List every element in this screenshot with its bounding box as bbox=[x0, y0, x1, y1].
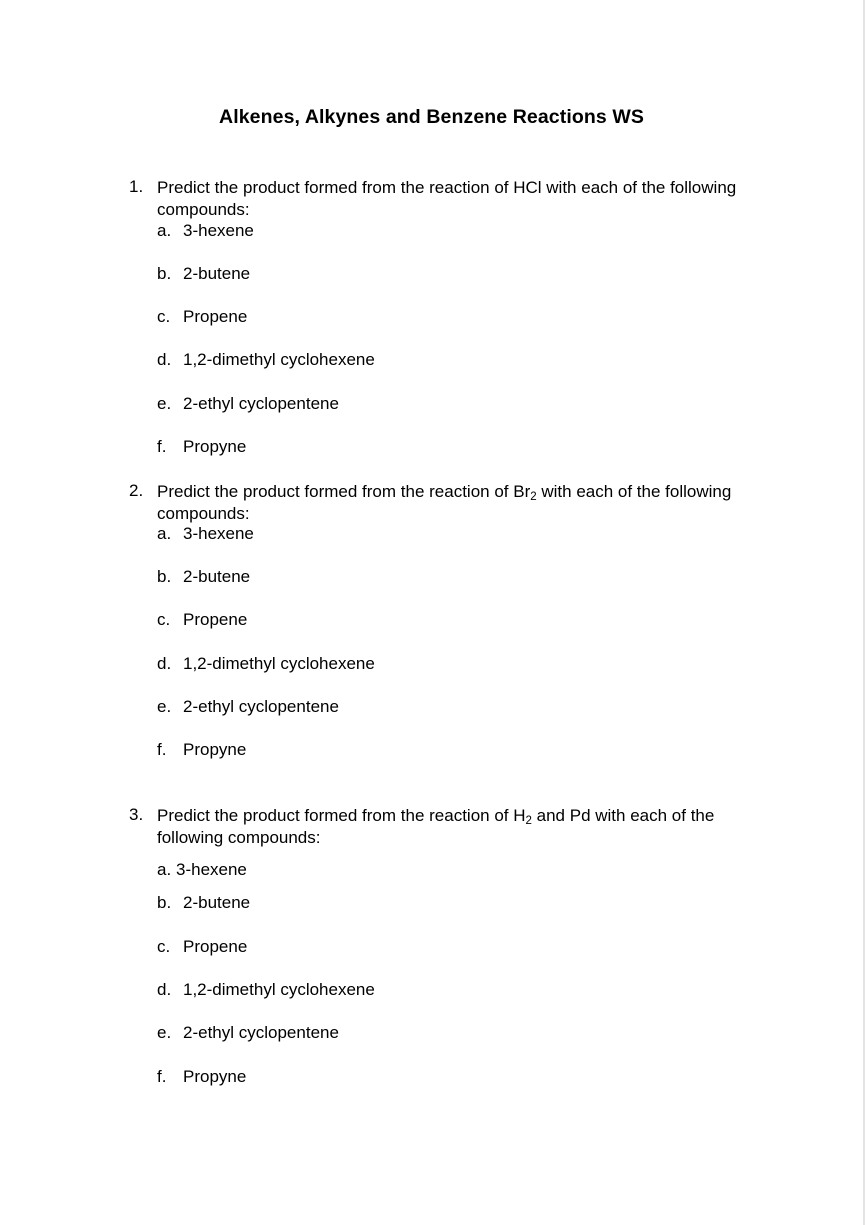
item-label: 1,2-dimethyl cyclohexene bbox=[183, 980, 375, 999]
item-label: Propene bbox=[183, 610, 248, 629]
subscript-2: 2 bbox=[530, 491, 537, 503]
item-letter: c. bbox=[157, 307, 171, 326]
item-label: 3-hexene bbox=[183, 524, 254, 543]
item-label: 2-butene bbox=[183, 567, 251, 586]
item-letter: a. bbox=[157, 221, 172, 240]
subscript-2: 2 bbox=[525, 815, 532, 827]
item-letter: b. bbox=[157, 893, 172, 912]
question-2-item-b bbox=[157, 567, 250, 587]
question-3-item-d bbox=[157, 980, 375, 1000]
question-2-text-start: Predict the product formed from the reaction of Br bbox=[157, 482, 531, 501]
item-label: Propene bbox=[183, 307, 248, 326]
item-label: Propyne bbox=[183, 437, 247, 456]
item-letter: f. bbox=[157, 437, 167, 456]
item-letter: c. bbox=[157, 937, 171, 956]
item-letter: b. bbox=[157, 264, 172, 283]
question-3-item-e bbox=[157, 1023, 339, 1043]
item-label: 2-butene bbox=[183, 264, 251, 283]
question-2-item-c bbox=[157, 610, 247, 630]
item-letter: a. bbox=[157, 524, 172, 543]
question-1-item-c bbox=[157, 307, 247, 327]
question-2-prompt bbox=[157, 481, 767, 524]
question-3-item-c bbox=[157, 937, 247, 957]
item-letter: c. bbox=[157, 610, 171, 629]
question-1-prompt bbox=[157, 177, 767, 220]
item-letter: d. bbox=[157, 654, 172, 673]
item-letter: e. bbox=[157, 697, 172, 716]
question-1-item-f bbox=[157, 437, 246, 457]
item-label: 1,2-dimethyl cyclohexene bbox=[183, 654, 375, 673]
question-2-text-end: with each of the following compounds: bbox=[157, 482, 732, 523]
item-letter: a. bbox=[157, 860, 172, 879]
question-1-item-d bbox=[157, 350, 375, 370]
item-label: 3-hexene bbox=[183, 221, 254, 240]
question-3-prompt bbox=[157, 805, 757, 848]
item-letter: d. bbox=[157, 350, 172, 369]
question-1-item-b bbox=[157, 264, 250, 284]
question-2-item-e bbox=[157, 697, 339, 717]
item-label: 2-ethyl cyclopentene bbox=[183, 1023, 339, 1042]
item-letter: e. bbox=[157, 1023, 172, 1042]
question-2-item-a bbox=[157, 524, 254, 544]
item-letter: b. bbox=[157, 567, 172, 586]
item-label: 2-butene bbox=[183, 893, 251, 912]
item-label: 2-ethyl cyclopentene bbox=[183, 697, 339, 716]
question-3-text-end: and Pd with each of the following compounds: bbox=[157, 806, 715, 847]
item-label: 1,2-dimethyl cyclohexene bbox=[183, 350, 375, 369]
question-1-item-e bbox=[157, 394, 339, 414]
question-3-item-b bbox=[157, 893, 250, 913]
page-title: Alkenes, Alkynes and Benzene Reactions WS bbox=[219, 106, 644, 128]
item-label: 3-hexene bbox=[176, 860, 247, 879]
question-1-text: Predict the product formed from the reaction of HCl with each of the following compounds: bbox=[157, 178, 737, 219]
item-label: Propyne bbox=[183, 740, 247, 759]
question-1-number: 1. bbox=[129, 177, 144, 196]
question-3-item-a bbox=[157, 860, 247, 880]
item-letter: f. bbox=[157, 1067, 167, 1086]
item-label: 2-ethyl cyclopentene bbox=[183, 394, 339, 413]
question-3-item-f bbox=[157, 1067, 246, 1087]
question-2-number: 2. bbox=[129, 481, 144, 500]
question-1-item-a bbox=[157, 221, 254, 241]
item-label: Propene bbox=[183, 937, 248, 956]
item-letter: f. bbox=[157, 740, 167, 759]
item-label: Propyne bbox=[183, 1067, 247, 1086]
item-letter: d. bbox=[157, 980, 172, 999]
question-2-item-d bbox=[157, 654, 375, 674]
question-2-item-f bbox=[157, 740, 246, 760]
question-3-text-start: Predict the product formed from the reaction of H bbox=[157, 806, 526, 825]
item-letter: e. bbox=[157, 394, 172, 413]
question-3-number: 3. bbox=[129, 805, 144, 824]
